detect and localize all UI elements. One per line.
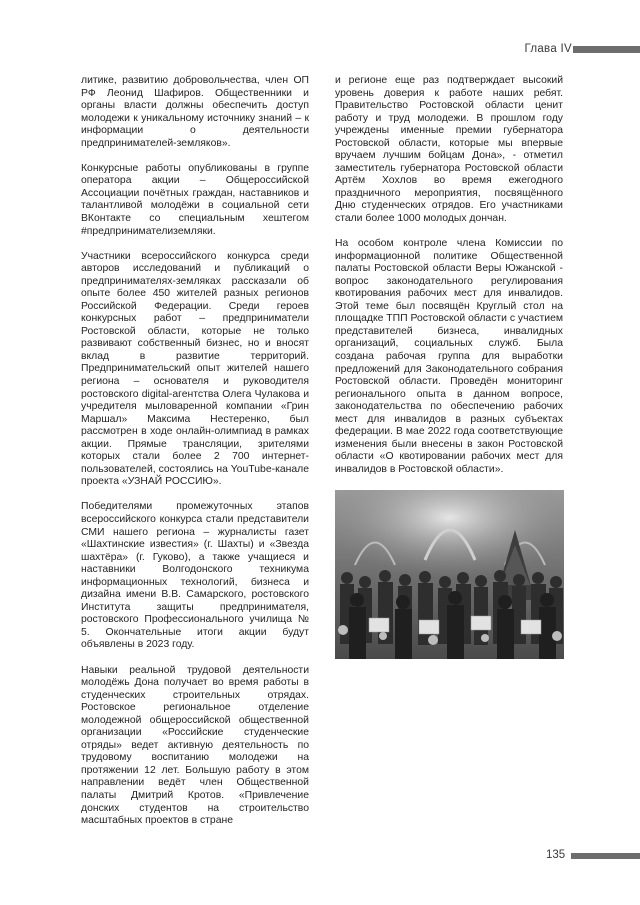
- left-paragraph-1: литике, развитию добровольчества, член ОП РФ Леонид Шафиров. Общественники и органы власти должны обеспечить доступ молодежи к уникальному источнику знаний – к информации о деятельности предпринимателей-земляков».: [81, 75, 309, 149]
- right-text-column: [335, 75, 563, 489]
- right-paragraph-1: и регионе еще раз подтверждает высокий уровень доверия к работе наших ребят. Правительство Ростовской области ценит работу и труд молодежи. В прошлом году учреждены именные премии губернатора Ростовской области, которые мы впервые вручаем лучшим бойцам Дона», - отметил заместитель губернатора Ростовской области Артём Хохлов во время ежегодного праздничного мероприятия, посвящённого Дню студенческих отрядов. Его участниками стали более 1000 молодых дончан.: [335, 75, 563, 225]
- left-paragraph-2: Конкурсные работы опубликованы в группе оператора акции – Общероссийской Ассоциации почётных граждан, наставников и талантливой молодёжи в социальной сети ВКонтакте со специальным хештегом #предпринимателиземляки.: [81, 162, 309, 237]
- left-text-column: [81, 75, 309, 840]
- left-paragraph-3: Участники всероссийского конкурса среди авторов исследований и публикаций о предпринимателях-земляках рассказали об опыте более 450 жителей разных регионов Российской Федерации. Среди героев конкурсных работ – предприниматели Ростовской области, которые не только развивают собственный бизнес, но и вносят вклад в развитие территорий. Предпринимательский опыт жителей нашего региона – основателя и руководителя ростовского digital-агентства Олега Чулакова и учредителя мыловаренной компании «Грин Маршал» Максима Нестеренко, был рассмотрен в ходе онлайн-олимпиад в рамках акции. Прямые трансляции, зрителями которых стали более 2 700 интернет-пользователей, состоялись на YouTube-канале проекта «УЗНАЙ РОССИЮ».: [81, 250, 309, 488]
- footer-accent-bar: [571, 853, 640, 859]
- event-photo: [335, 490, 564, 659]
- page-number: 135: [546, 849, 566, 861]
- header-accent-bar: [573, 46, 640, 53]
- chapter-label: Глава IV: [524, 43, 572, 55]
- left-paragraph-5: Навыки реальной трудовой деятельности молодёжь Дона получает во время работы в студенческих строительных отрядах. Ростовское региональное отделение молодежной общероссийской общественной организации «Российские студенческие отряды» ведет активную деятельность по трудовому воспитанию молодежи на протяжении 12 лет. Большую работу в этом направлении ведёт член Общественной палаты Дмитрий Кротов. «Привлечение донских студентов на строительство масштабных проектов в стране: [81, 664, 309, 827]
- left-paragraph-4: Победителями промежуточных этапов всероссийского конкурса стали представители СМИ нашего региона – журналисты газет «Шахтинские известия» (г. Шахты) и «Звезда шахтёра» (г. Гуково), а также учащиеся и наставники Волгодонского техникума информационных технологий, бизнеса и дизайна имени В.В. Самарского, ростовского Института защиты предпринимателя, ростовского Профессионального училища № 5. Окончательные итоги акции будут объявлены в 2023 году.: [81, 501, 309, 651]
- right-paragraph-2: На особом контроле члена Комиссии по информационной политике Общественной палаты Ростовской области Веры Южанской - вопрос законодательного регулирования квотирования рабочих мест для инвалидов. Этой теме был посвящён Круглый стол на площадке ТПП Ростовской области с участием представителей бизнеса, инвалидных организаций, социальных служб. Была создана рабочая группа для выработки предложений для Законодательного собрания Ростовской области. Проведён мониторинг регионального опыта в данном вопросе, законодательства по обеспечению рабочих мест для инвалидов в разных субъектах федерации. В мае 2022 года соответствующие изменения были внесены в закон Ростовской области «О квотировании рабочих мест для инвалидов в Ростовской области».: [335, 238, 563, 475]
